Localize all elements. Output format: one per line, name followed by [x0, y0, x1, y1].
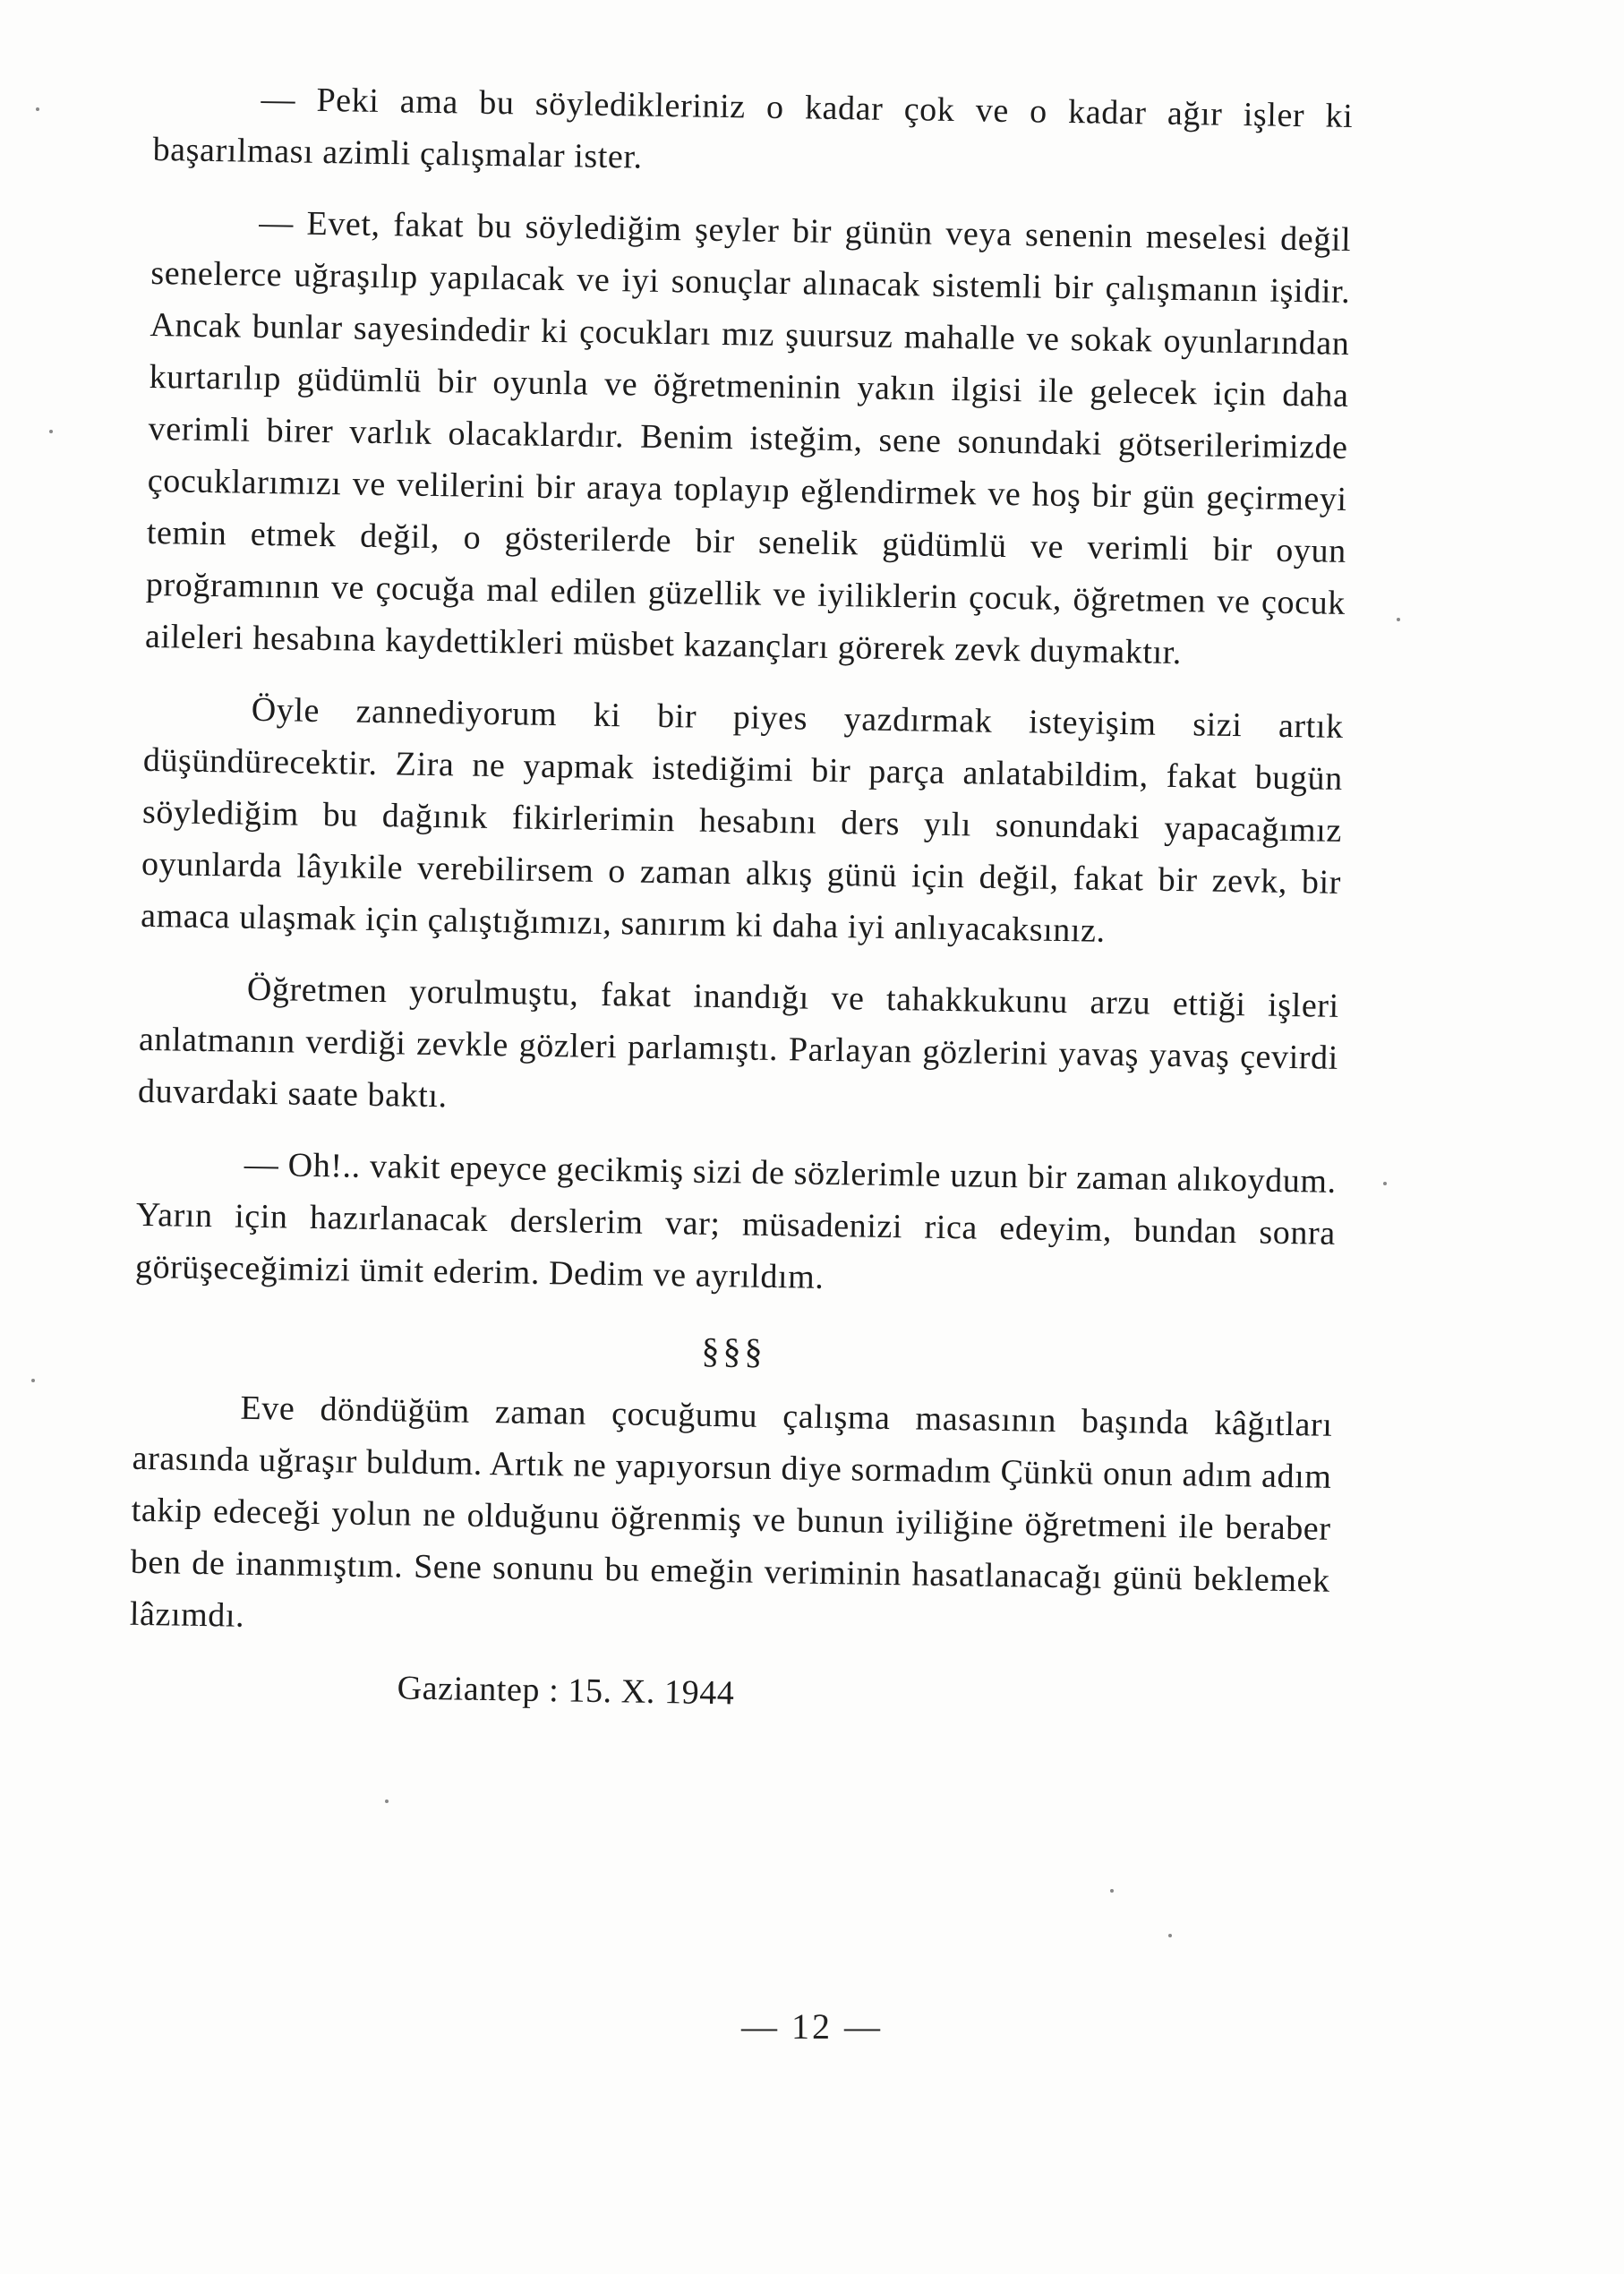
- paragraph-dialogue-question: — Peki ama bu söyledikleriniz o kadar çok ve o kadar ağır işler ki başarılması azimli çalışmalar ister.: [152, 80, 1354, 176]
- scan-speck: [1110, 1889, 1114, 1893]
- page-number: — 12 —: [741, 2006, 883, 2047]
- paragraph-dialogue-answer: — Evet, fakat bu söylediğim şeyler bir günün veya senenin meselesi değil senelerce uğraşılıp yapılacak ve iyi sonuçlar alınacak sistemli bir çalışmanın işidir. Ancak bunlar sayesindedir ki çocukları mız şuursuz mahalle ve sokak oyunlarından kurtarılıp güdümlü bir oyunla ve öğretmeninin yakın ilgisi ile gelecek için daha verimli birer varlık olacaklardır. Benim isteğim, sene sonundaki götserilerimizde çocuklarımızı ve velilerini bir araya toplayıp eğlendirmek ve hoş bir gün geçirmeyi temin etmek değil, o gösterilerde bir senelik güdümlü ve verimli bir oyun proğramının ve çocuğa mal edilen güzellik ve iyiliklerin çocuk, öğretmen ve çocuk aileleri hesabına kaydettikleri müsbet kazançları görerek zevk duymaktır.: [144, 203, 1352, 672]
- scan-speck: [1168, 1934, 1172, 1937]
- paragraph-farewell: — Oh!.. vakit epeyce gecikmiş sizi de sözlerimle uzun bir zaman alıkoydum. Yarın için hazırlanacak derslerim var; müsadenizi rica edeyim, bundan sonra görüşeceğimizi ümit ederim. Dedim ve ayrıldım.: [134, 1145, 1338, 1296]
- scan-speck: [1383, 1182, 1387, 1185]
- scan-speck: [36, 107, 39, 111]
- scan-speck: [49, 430, 53, 433]
- paragraph-teacher-tired: Öğretmen yorulmuştu, fakat inandığı ve tahakkukunu arzu ettiği işleri anlatmanın verdiği zevkle gözleri parlamıştı. Parlayan gözlerini yavaş yavaş çevirdi duvardaki saate baktı.: [137, 970, 1340, 1116]
- dateline: Gaziantep : 15. X. 1944: [397, 1669, 735, 1713]
- paragraph-closing: Eve döndüğüm zaman çocuğumu çalışma masasının başında kâğıtları arasında uğraşır buldum. Artık ne yapıyorsun diye sormadım Çünkü onun adım adım takip edeceği yolun ne olduğunu öğrenmiş ve bunun iyiliğine öğretmeni ile beraber ben de inanmıştım. Sene sonunu bu emeğin veriminin hasatlanacağı günü beklemek lâzımdı.: [129, 1389, 1333, 1635]
- scan-speck: [31, 1379, 35, 1382]
- scan-speck: [385, 1800, 389, 1803]
- scan-speck: [1397, 618, 1400, 621]
- paragraph-play-intent: Öyle zannediyorum ki bir piyes yazdırmak isteyişim sizi artık düşündürecektir. Zira ne yapmak istediğimi bir parça anlatabildim, fakat bugün söylediğim bu dağınık fikirlerimin hesabını ders yılı sonundaki yapacağımız oyunlarda lâyıkile verebilirsem o zaman alkış günü için değil, fakat bir zevk, bir amaca ulaşmak için çalıştığımızı, sanırım ki daha iyi anlıyacaksınız.: [140, 690, 1344, 950]
- section-separator: §§§: [701, 1329, 766, 1372]
- body-text: [128, 72, 1354, 1729]
